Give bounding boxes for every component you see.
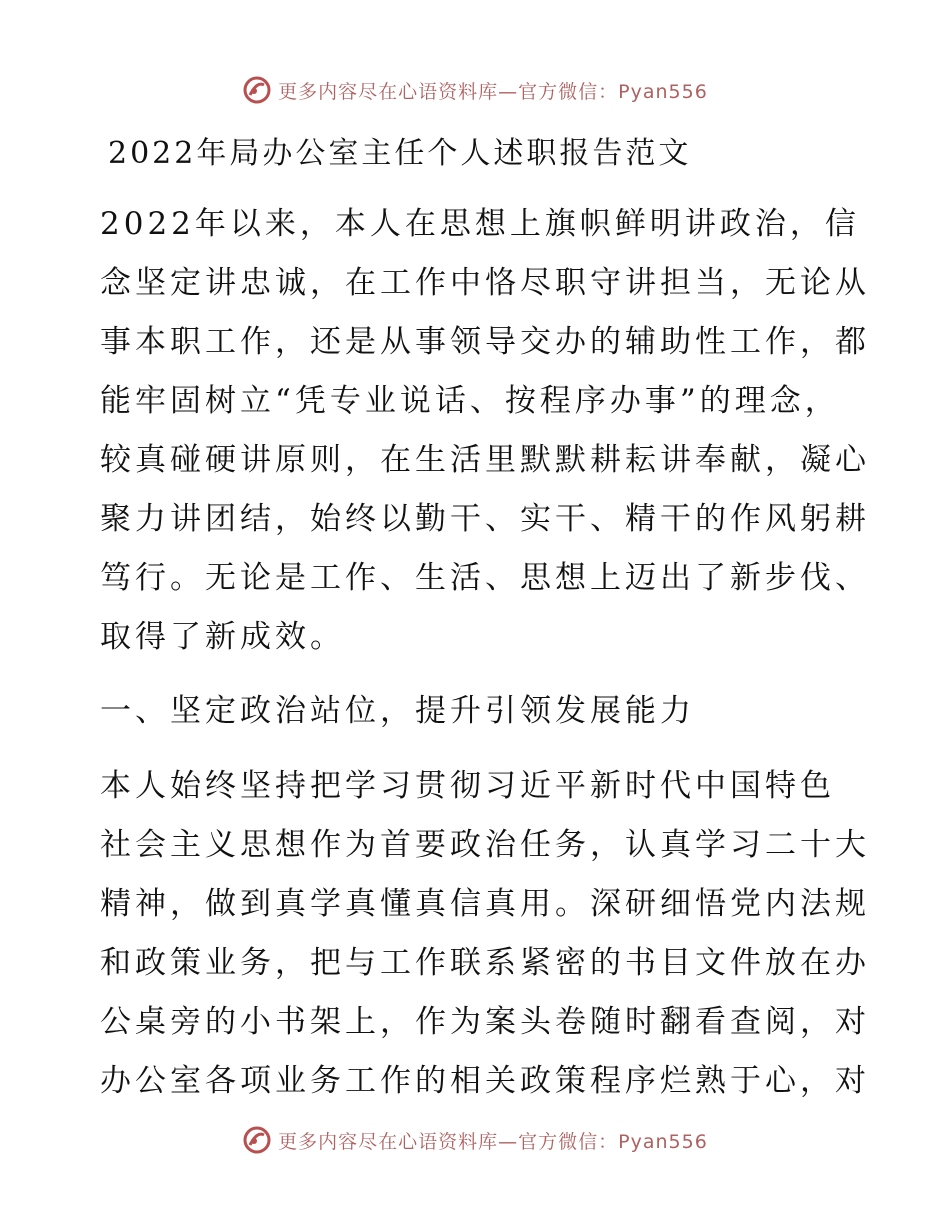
brand-logo-icon (242, 1125, 272, 1155)
text-line: 念坚定讲忠诚，在工作中恪尽职守讲担当，无论从 (100, 265, 870, 301)
text-line: 事本职工作，还是从事领导交办的辅助性工作，都 (100, 324, 870, 360)
text-line: 聚力讲团结，始终以勤干、实干、精干的作风躬耕 (100, 501, 870, 537)
text-line: 较真碰硬讲原则，在生活里默默耕耘讲奉献，凝心 (100, 442, 870, 478)
header-watermark-banner (0, 70, 950, 110)
text-line: 精神，做到真学真懂真信真用。深研细悟党内法规 (100, 886, 870, 922)
text-line: 笃行。无论是工作、生活、思想上迈出了新步伐、 (100, 560, 870, 596)
text-line: 取得了新成效。 (100, 619, 345, 655)
watermark-text: 更多内容尽在心语资料库—官方微信：Pyan556 (278, 80, 708, 103)
text-line: 公桌旁的小书架上，作为案头卷随时翻看查阅，对 (100, 1004, 870, 1040)
text-line: 办公室各项业务工作的相关政策程序烂熟于心，对 (100, 1063, 870, 1099)
brand-logo-icon (242, 75, 272, 105)
watermark-text: 更多内容尽在心语资料库—官方微信：Pyan556 (278, 1130, 708, 1153)
text-line: 和政策业务，把与工作联系紧密的书目文件放在办 (100, 945, 870, 981)
document-title: 2022年局办公室主任个人述职报告范文 (108, 136, 692, 171)
text-line: 本人始终坚持把学习贯彻习近平新时代中国特色 (100, 768, 835, 804)
text-line: 社会主义思想作为首要政治任务，认真学习二十大 (100, 827, 870, 863)
section-heading: 一、坚定政治站位，提升引领发展能力 (100, 693, 695, 729)
footer-watermark-banner (0, 1120, 950, 1160)
text-line: 能牢固树立“凭专业说话、按程序办事”的理念， (100, 383, 840, 419)
text-line: 2022年以来，本人在思想上旗帜鲜明讲政治，信 (100, 206, 860, 242)
